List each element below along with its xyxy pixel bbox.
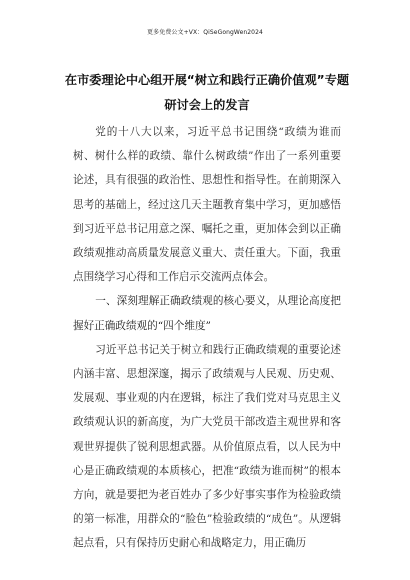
header-note: 更多免费公文+VX：QiSeGongWen2024 <box>147 29 263 36</box>
document-body <box>73 120 341 556</box>
document-title: 在市委理论中心组开展“树立和践行正确价值观”专题研讨会上的发言 <box>64 73 350 112</box>
body-paragraph: 习近平总书记关于树立和践行正确政绩观的重要论述内涵丰富、思想深邃，揭示了政绩观与人民观、历史观、发展观、事业观的内在逻辑，标注了我们党对马克思主义政绩观认识的新高度，为广大党员干部改造主观世界和客观世界提供了锐利思想武器。从价值原点看，以人民为中心是正确政绩观的本质核心，把准“政绩为谁而树”的根本方向，就是要把为老百姓办了多少好事实事作为检验政绩的第一标准，用群众的“脸色”检验政绩的“成色”。从逻辑起点看，只有保持历史耐心和战略定力，用正确历 <box>73 343 341 550</box>
section-heading: 一、深刻理解正确政绩观的核心要义，从理论高度把握好正确政绩观的“四个维度” <box>73 295 341 332</box>
body-paragraph: 党的十八大以来，习近平总书记围绕“政绩为谁而树、树什么样的政绩、靠什么树政绩”作出了一系列重要论述，具有很强的政治性、思想性和指导性。在前期深入思考的基础上，经过这几天主题教育集中学习，更加感悟到习近平总书记用意之深、嘱托之重，更加体会到以正确政绩观推动高质量发展意义重大、责任重大。下面，我重点围绕学习心得和工作启示交流两点体会。 <box>73 126 341 284</box>
